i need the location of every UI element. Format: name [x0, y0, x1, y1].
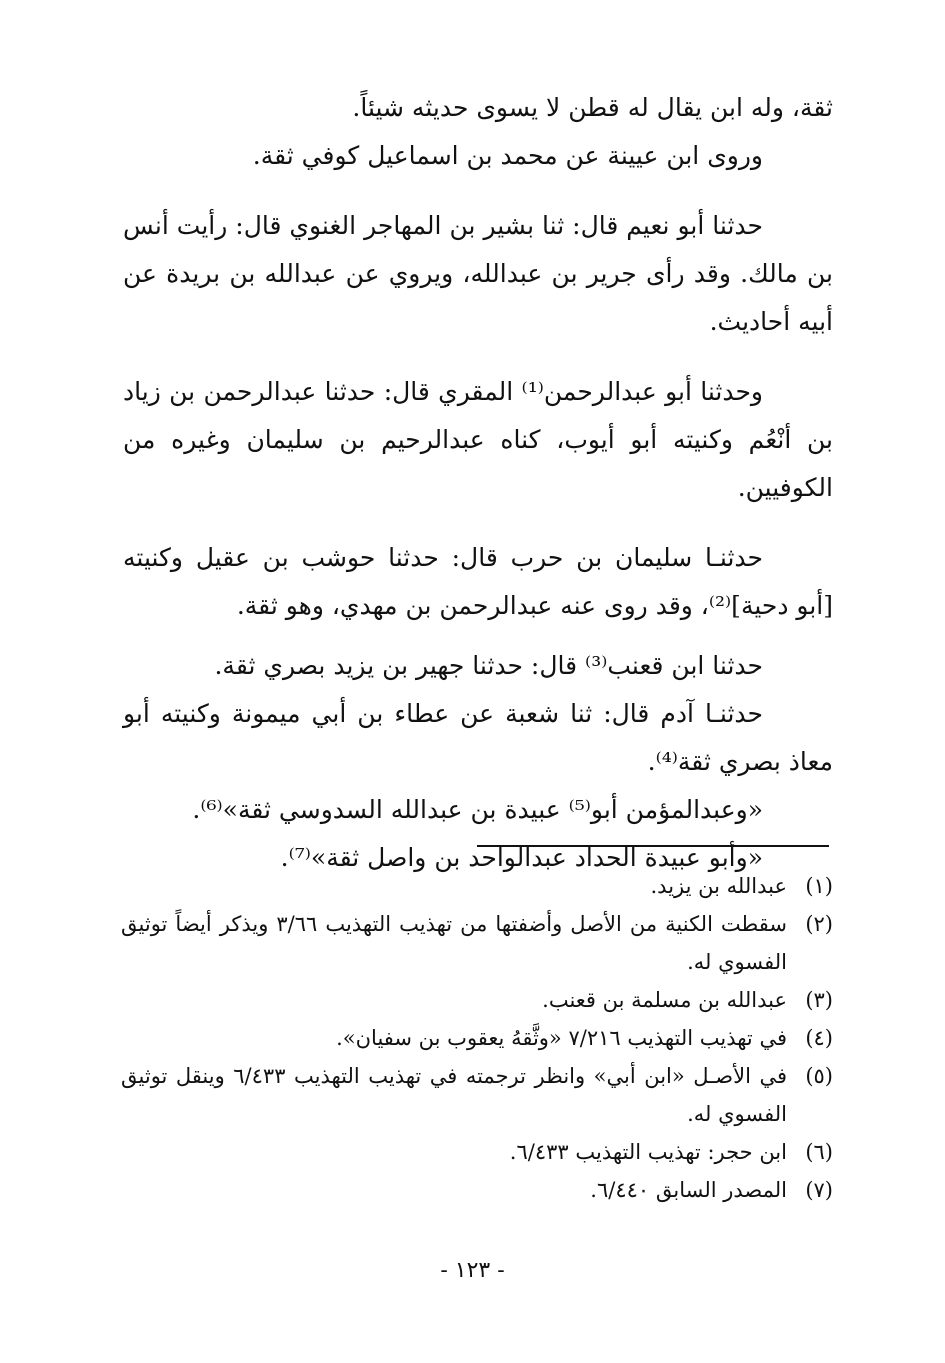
footnote-item	[121, 1057, 833, 1133]
footnote-number: (٣)	[805, 988, 833, 1012]
paragraph-1-line-1: ثقة، وله ابن يقال له قطن لا يسوى حديثه شيئاً.	[352, 93, 833, 122]
footnote-text: المصدر السابق ٦/٤٤٠.	[590, 1178, 787, 1202]
footnote-number: (٧)	[805, 1178, 833, 1202]
footnote-item	[121, 1171, 833, 1209]
paragraph-2: حدثنا أبو نعيم قال: ثنا بشير بن المهاجر الغنوي قال: رأيت أنس بن مالك. وقد رأى جرير بن عبدالله، ويروي عن عبدالله بن بريدة عن أبيه أحاديث.	[123, 211, 833, 336]
footnote-item	[121, 867, 833, 905]
footnote-item	[121, 1133, 833, 1171]
paragraph-4: حدثنـا سليمان بن حرب قال: حدثنا حوشب بن عقيل وكنيته [أبو دحية]⁽²⁾، وقد روى عنه عبدالرحمن بن مهدي، وهو ثقة.	[123, 543, 833, 620]
footnote-item	[121, 981, 833, 1019]
footnote-number: (٥)	[805, 1064, 833, 1088]
paragraph-5: حدثنا ابن قعنب⁽³⁾ قال: حدثنا جهير بن يزيد بصري ثقة.	[214, 651, 763, 680]
main-text	[123, 84, 833, 882]
footnote-item	[121, 1019, 833, 1057]
footnote-text: ابن حجر: تهذيب التهذيب ٦/٤٣٣.	[509, 1140, 787, 1164]
paragraph-3: وحدثنا أبو عبدالرحمن⁽¹⁾ المقري قال: حدثنا عبدالرحمن بن زياد بن أنْعُم وكنيته أبو أيوب، كناه عبدالرحيم بن سليمان وغيره من الكوفيين.	[123, 377, 833, 502]
footnotes-list	[121, 867, 833, 1209]
footnote-text: عبدالله بن يزيد.	[650, 874, 787, 898]
paragraph-1-line-2: وروى ابن عيينة عن محمد بن اسماعيل كوفي ثقة.	[252, 141, 763, 170]
footnote-number: (٢)	[805, 912, 833, 936]
footnote-text: سقطت الكنية من الأصل وأضفتها من تهذيب التهذيب ٣/٦٦ ويذكر أيضاً توثيق الفسوي له.	[121, 912, 788, 974]
footnote-item	[121, 905, 833, 981]
footnote-text: في الأصـل «ابن أبي» وانظر ترجمته في تهذيب التهذيب ٦/٤٣٣ وينقل توثيق الفسوي له.	[121, 1064, 787, 1126]
page-number: - ١٢٣ -	[440, 1258, 505, 1283]
footnote-text: عبدالله بن مسلمة بن قعنب.	[542, 988, 787, 1012]
footnote-number: (٦)	[805, 1140, 833, 1164]
footnote-number: (٤)	[805, 1026, 833, 1050]
footnote-text: في تهذيب التهذيب ٧/٢١٦ «وثَّقهُ يعقوب بن سفيان».	[336, 1026, 787, 1050]
quote-line-1: «وعبدالمؤمن أبو⁽⁵⁾ عبيدة بن عبدالله السدوسي ثقة»⁽⁶⁾.	[192, 795, 763, 824]
quote-line-2: «وأبو عبيدة الحداد عبدالواحد بن واصل ثقة»⁽⁷⁾.	[280, 843, 763, 872]
paragraph-6: حدثنـا آدم قال: ثنا شعبة عن عطاء بن أبي ميمونة وكنيته أبو معاذ بصري ثقة⁽⁴⁾.	[123, 699, 833, 776]
footnote-divider	[477, 845, 829, 847]
footnote-number: (١)	[805, 874, 833, 898]
